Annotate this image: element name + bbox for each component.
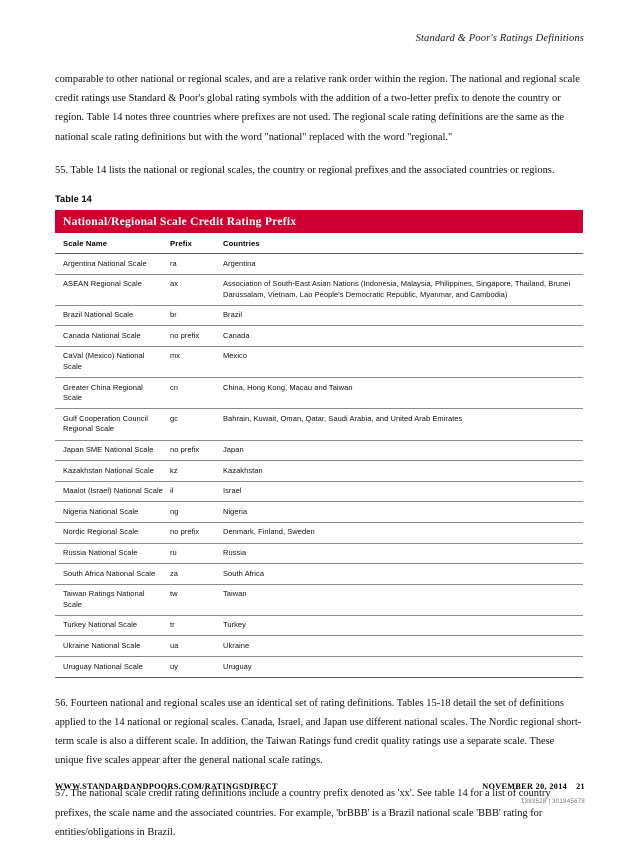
cell-prefix: gc [167,409,217,440]
cell-prefix: tw [167,584,217,615]
cell-countries: Bahrain, Kuwait, Oman, Qatar, Saudi Arabia, and United Arab Emirates [217,409,583,440]
cell-countries: China, Hong Kong, Macau and Taiwan [217,378,583,409]
table-title-bar: National/Regional Scale Credit Rating Prefix [55,210,583,233]
cell-scale-name: Turkey National Scale [55,615,167,636]
column-header-scale-name: Scale Name [55,233,167,254]
cell-countries: Taiwan [217,584,583,615]
table-body [55,254,583,678]
cell-countries: Argentina [217,254,583,275]
document-content [55,70,583,856]
cell-scale-name: South Africa National Scale [55,564,167,585]
table-row [55,254,583,275]
cell-prefix: kz [167,461,217,482]
column-header-countries: Countries [217,233,583,254]
cell-scale-name: Uruguay National Scale [55,657,167,678]
cell-prefix: ra [167,254,217,275]
cell-prefix: cn [167,378,217,409]
cell-scale-name: Greater China Regional Scale [55,378,167,409]
table-row [55,378,583,409]
paragraph-56: 56. Fourteen national and regional scales use an identical set of rating definitions. Tables 15-18 detail the set of definitions applied to the 14 national or regional scales. Canada, Israel, and Japan use different national scales. The Nordic regional short-term scale is also a different scale. In addition, the Taiwan Ratings fund credit quality ratings use a separate scale. These unique five scales appear after the general national scale ratings. [55,697,582,767]
cell-prefix: mx [167,346,217,377]
cell-scale-name: ASEAN Regional Scale [55,274,167,305]
rating-prefix-table [55,210,583,678]
table-row [55,346,583,377]
cell-scale-name: Canada National Scale [55,326,167,347]
cell-countries: Uruguay [217,657,583,678]
table-row [55,564,583,585]
cell-countries: Brazil [217,305,583,326]
cell-prefix: tr [167,615,217,636]
cell-prefix: ng [167,502,217,523]
cell-scale-name: Nordic Regional Scale [55,522,167,543]
cell-scale-name: Argentina National Scale [55,254,167,275]
table-row [55,461,583,482]
cell-countries: Mexico [217,346,583,377]
table-row [55,502,583,523]
cell-scale-name: Japan SME National Scale [55,440,167,461]
column-header-prefix: Prefix [167,233,217,254]
cell-countries: Japan [217,440,583,461]
cell-prefix: za [167,564,217,585]
table-row [55,543,583,564]
table-row [55,615,583,636]
cell-scale-name: Maalot (Israel) National Scale [55,481,167,502]
cell-countries: Nigeria [217,502,583,523]
cell-countries: Israel [217,481,583,502]
footer-page-number: 21 [576,782,585,791]
page-footer [55,782,585,822]
table-row [55,326,583,347]
cell-countries: Russia [217,543,583,564]
paragraph-57: 57. The national scale credit rating definitions include a country prefix denoted as 'xx'. See table 14 for a list of country prefixes, the scale name and the associated countries. For example, 'brBBB' is a Brazil national scale 'BBB' rating for entities/obligations in Brazil. [55,788,551,838]
paragraph-55: 55. Table 14 lists the national or regional scales, the country or regional prefixes and the associated countries or regions. [55,164,555,176]
cell-prefix: il [167,481,217,502]
footer-date: NOVEMBER 20, 2014 [482,782,568,791]
cell-scale-name: Gulf Cooperation Council Regional Scale [55,409,167,440]
table-row [55,409,583,440]
cell-scale-name: Kazakhstan National Scale [55,461,167,482]
cell-countries: South Africa [217,564,583,585]
table-row [55,440,583,461]
cell-scale-name: Taiwan Ratings National Scale [55,584,167,615]
cell-prefix: ua [167,636,217,657]
running-head: Standard & Poor's Ratings Definitions [415,33,584,44]
table-label: Table 14 [55,194,92,205]
cell-scale-name: Russia National Scale [55,543,167,564]
cell-scale-name: CaVal (Mexico) National Scale [55,346,167,377]
cell-prefix: br [167,305,217,326]
cell-prefix: ru [167,543,217,564]
cell-prefix: uy [167,657,217,678]
cell-countries: Canada [217,326,583,347]
cell-scale-name: Ukraine National Scale [55,636,167,657]
cell-countries: Ukraine [217,636,583,657]
table-header-row [55,233,583,254]
table-row [55,305,583,326]
cell-scale-name: Nigeria National Scale [55,502,167,523]
cell-prefix: no prefix [167,440,217,461]
table-row [55,584,583,615]
footer-website[interactable]: WWW.STANDARDANDPOORS.COM/RATINGSDIRECT [55,782,278,791]
table-row [55,657,583,678]
table-row [55,636,583,657]
cell-prefix: no prefix [167,326,217,347]
footer-date-page [482,782,585,791]
table-row [55,481,583,502]
cell-countries: Association of South-East Asian Nations (Indonesia, Malaysia, Philippines, Singapore, Thailand, Brunei Darussalam, Vietnam, Lao People's Democratic Republic, Myanmar, and Cambodia) [217,274,583,305]
table-row [55,522,583,543]
cell-countries: Turkey [217,615,583,636]
paragraph-continued: comparable to other national or regional scales, and are a relative rank order within the region. The national and regional scale credit ratings use Standard & Poor's global rating symbols with the addition of a two-letter prefix to denote the country or region. Table 14 notes three countries where prefixes are not used. The regional scale rating definitions are the same as the national scale rating definitions but with the word "national" replaced with the word "regional." [55,74,580,143]
cell-prefix: ax [167,274,217,305]
cell-countries: Kazakhstan [217,461,583,482]
table [55,233,583,678]
cell-countries: Denmark, Finland, Sweden [217,522,583,543]
cell-scale-name: Brazil National Scale [55,305,167,326]
document-id: 1393528 | 301945678 [521,799,585,805]
cell-prefix: no prefix [167,522,217,543]
table-row [55,274,583,305]
